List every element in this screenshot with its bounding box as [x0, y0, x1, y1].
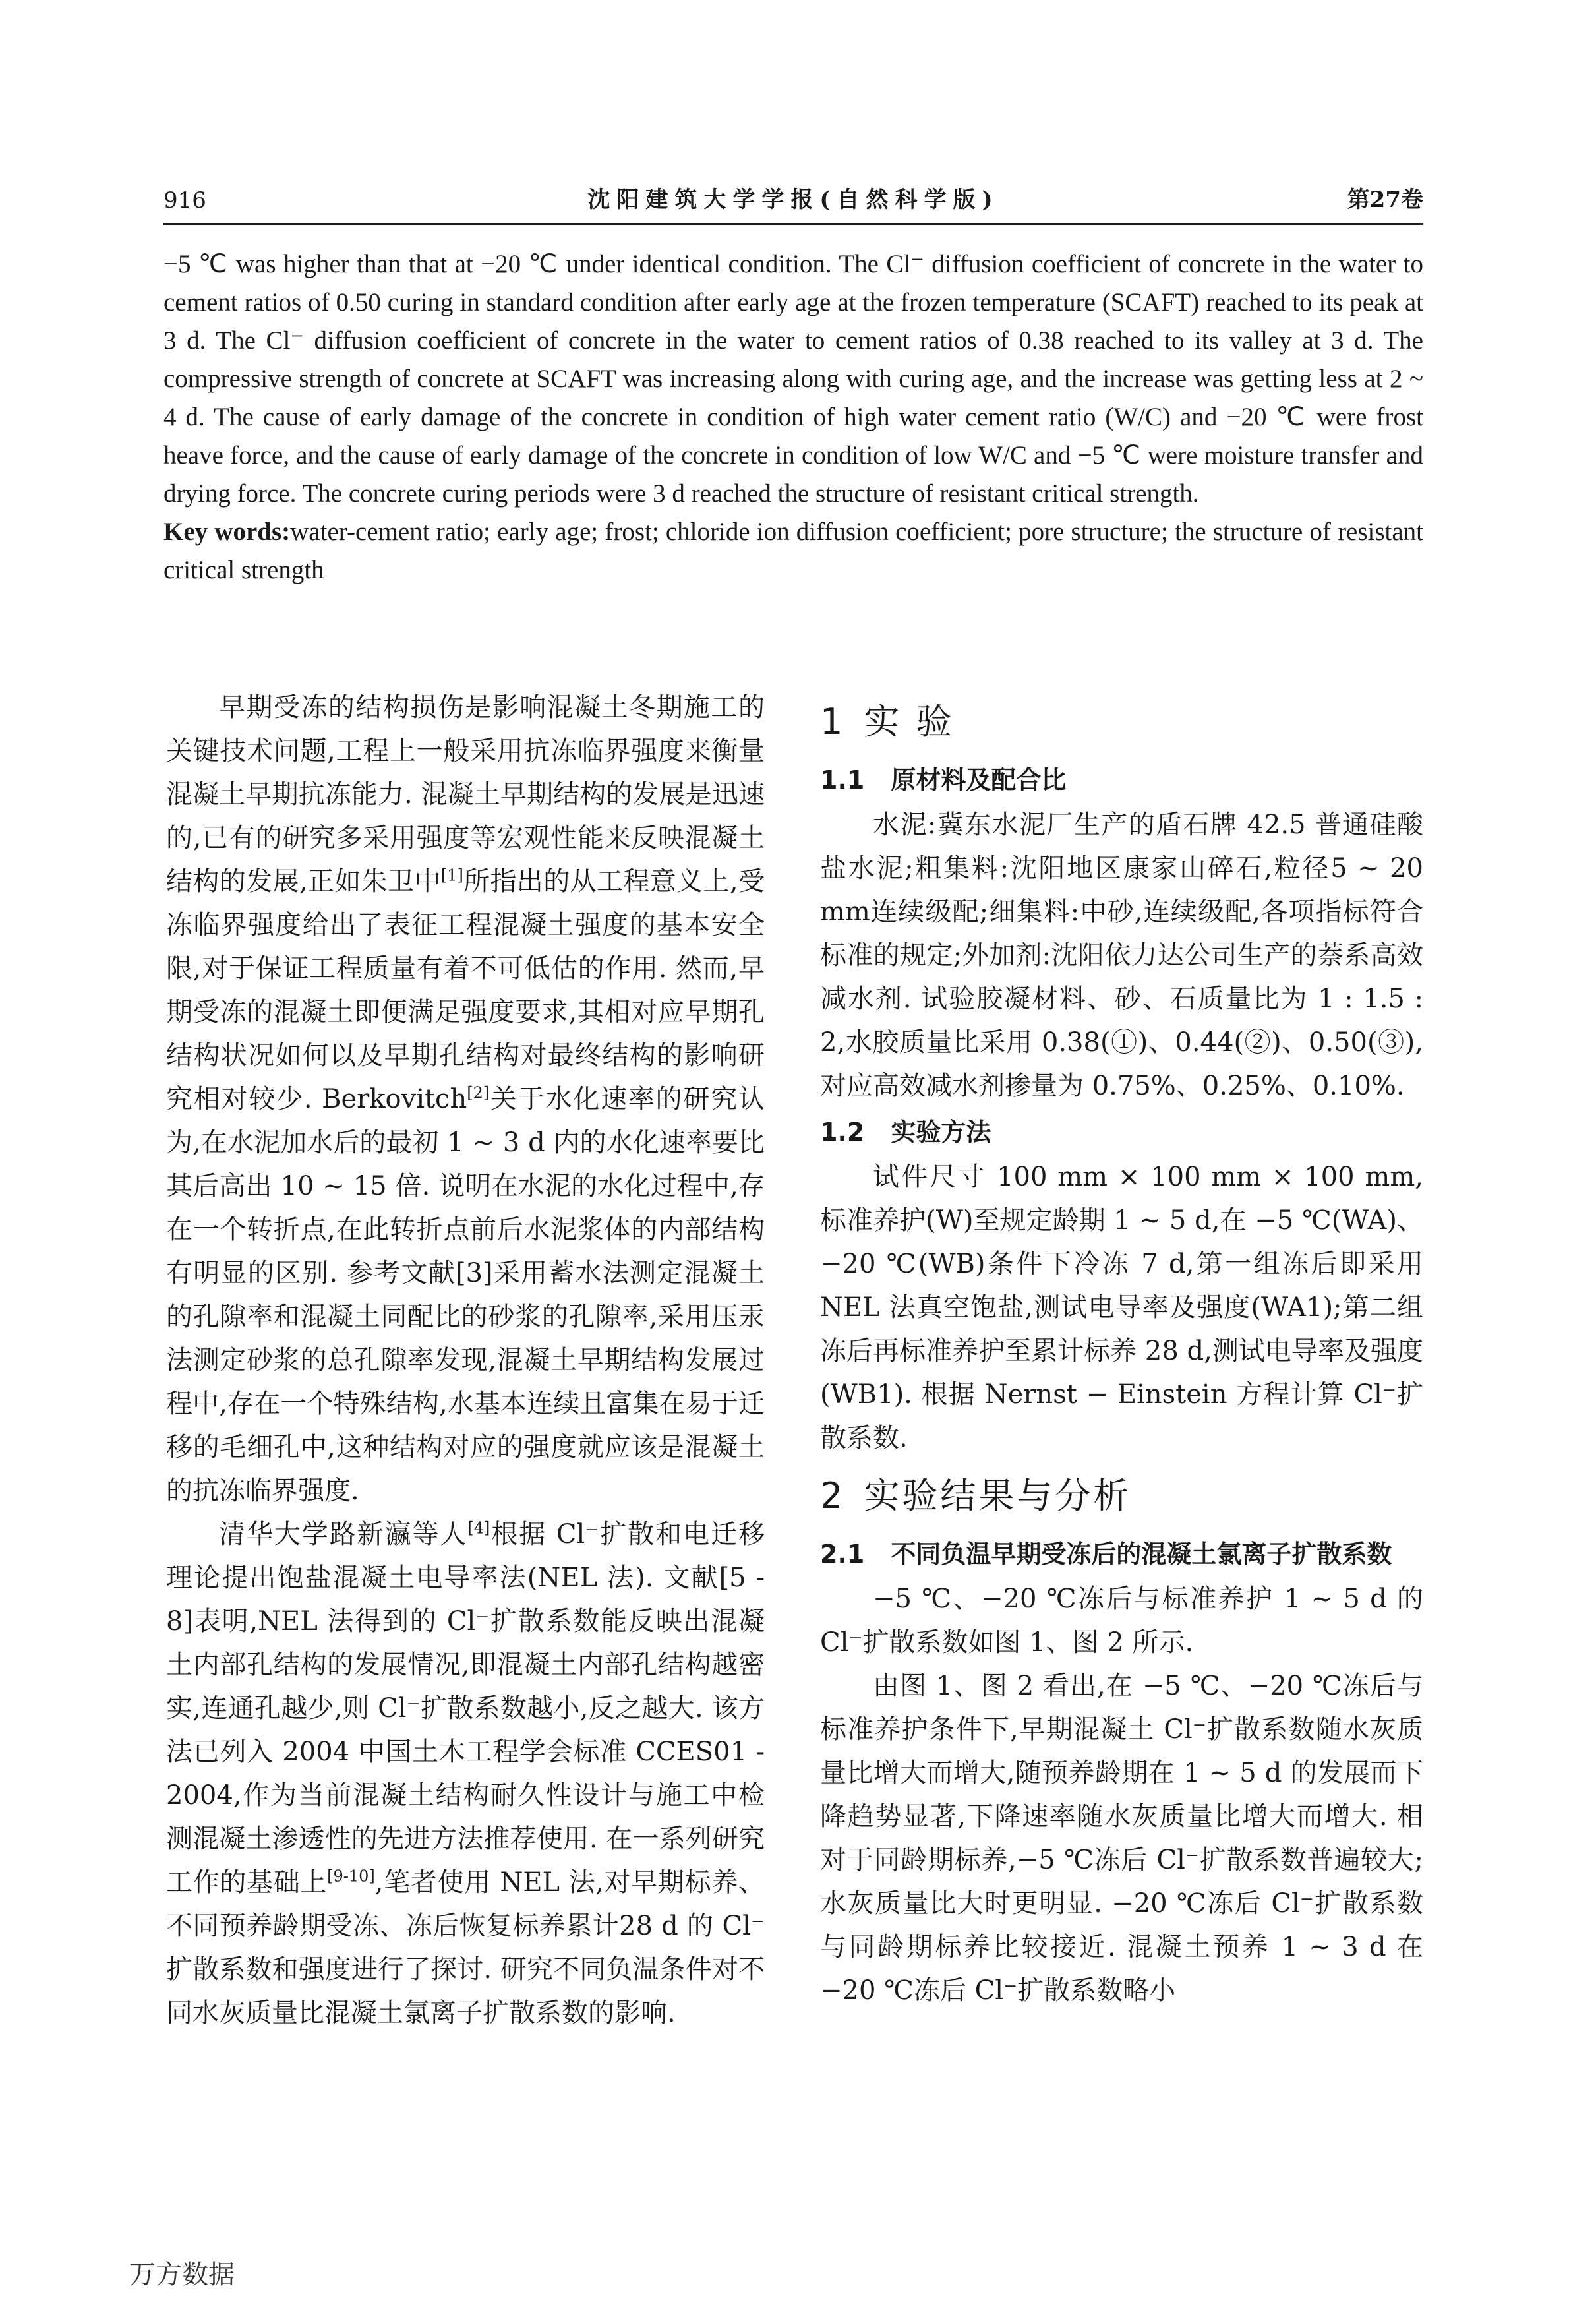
- subsection-heading-1-1: [820, 760, 1423, 800]
- english-abstract: [163, 245, 1423, 589]
- subsection-heading-2-1: [820, 1534, 1423, 1575]
- intro-text: 清华大学路新瀛等人: [219, 1519, 468, 1549]
- results-paragraph-2: 由图 1、图 2 看出,在 −5 ℃、−20 ℃冻后与标准养护条件下,早期混凝土 Cl⁻扩散系数随水灰质量比增大而增大,随预养龄期在 1 ~ 5 d 的发展而下降趋势显著,下降速率随水灰质量比增大而增大. 相对于同龄期标养,−5 ℃冻后 Cl⁻扩散系数普遍较大;水灰质量比大时更明显. −20 ℃冻后 Cl⁻扩散系数与同龄期标养比较接近. 混凝土预养 1 ~ 3 d 在 −20 ℃冻后 Cl⁻扩散系数略小: [820, 1671, 1423, 2006]
- page-number: 916: [163, 187, 206, 214]
- section-title: 实 验: [864, 701, 955, 742]
- intro-text: 所指出的从工程意义上,受冻临界强度给出了表征工程混凝土强度的基本安全限,对于保证工程质量有着不可低估的作用. 然而,早期受冻的混凝土即便满足强度要求,其相对应早期孔结构状况如何以及早期孔结构对最终结构的影响研究相对较少. Berkovitch: [166, 866, 765, 1114]
- right-column: [820, 686, 1423, 2012]
- abstract-text: −5 ℃ was higher than that at −20 ℃ under identical condition. The Cl⁻ diffusion coefficient of concrete in the water to cement ratios of 0.50 curing in standard condition after early age at the frozen temperature (SCAFT) reached to its peak at 3 d. The Cl⁻ diffusion coefficient of concrete in the water to cement ratios of 0.38 reached to its valley at 3 d. The compressive strength of concrete at SCAFT was increasing along with curing age, and the increase was getting less at 2 ~ 4 d. The cause of early damage of the concrete in condition of high water cement ratio (W/C) and −20 ℃ were frost heave force, and the cause of early damage of the concrete in condition of low W/C and −5 ℃ were moisture transfer and drying force. The concrete curing periods were 3 d reached the structure of resistant critical strength.: [163, 250, 1424, 508]
- intro-paragraph-1: [166, 686, 765, 1513]
- citation: [9-10]: [327, 1867, 375, 1886]
- citation: [4]: [467, 1518, 490, 1538]
- running-header: [163, 177, 1423, 225]
- section-number: 2: [820, 1475, 846, 1516]
- results-paragraph-1: −5 ℃、−20 ℃冻后与标准养护 1 ~ 5 d 的 Cl⁻扩散系数如图 1、图 2 所示.: [820, 1584, 1423, 1658]
- method-paragraph: 试件尺寸 100 mm × 100 mm × 100 mm,标准养护(W)至规定龄期 1 ~ 5 d,在 −5 ℃(WA)、−20 ℃(WB)条件下冷冻 7 d,第一组冻后即采用 NEL 法真空饱盐,测试电导率及强度(WA1);第二组冻后再标准养护至累计标养 28 d,测试电导率及强度(WB1). 根据 Nernst − Einstein 方程计算 Cl⁻扩散系数.: [820, 1162, 1423, 1453]
- subsection-title: 不同负温早期受冻后的混凝土氯离子扩散系数: [891, 1540, 1392, 1569]
- section-heading-2: [820, 1473, 1423, 1519]
- keywords-text: water-cement ratio; early age; frost; chloride ion diffusion coefficient; pore structure; the structure of resistant critical strength: [163, 518, 1423, 584]
- volume-label: 第27卷: [1347, 187, 1423, 213]
- keywords-label: Key words:: [163, 518, 291, 546]
- subsection-number: 2.1: [820, 1540, 865, 1569]
- subsection-number: 1.2: [820, 1118, 865, 1147]
- intro-paragraph-2: [166, 1513, 765, 2035]
- intro-text: 关于水化速率的研究认为,在水泥加水后的最初 1 ~ 3 d 内的水化速率要比其后高出 10 ~ 15 倍. 说明在水泥的水化过程中,存在一个转折点,在此转折点前后水泥浆体的内部结构有明显的区别. 参考文献[3]采用蓄水法测定混凝土的孔隙率和混凝土同配比的砂浆的孔隙率,采用压汞法测定砂浆的总孔隙率发现,混凝土早期结构发展过程中,存在一个特殊结构,水基本连续且富集在易于迁移的毛细孔中,这种结构对应的强度就应该是混凝土的抗冻临界强度.: [166, 1084, 765, 1506]
- watermark: 万方数据: [129, 2260, 235, 2290]
- section-title: 实验结果与分析: [864, 1475, 1132, 1516]
- intro-text: 根据 Cl⁻扩散和电迁移理论提出饱盐混凝土电导率法(NEL 法). 文献[5 - 8]表明,NEL 法得到的 Cl⁻扩散系数能反映出混凝土内部孔结构的发展情况,即混凝土内部孔结构越密实,连通孔越少,则 Cl⁻扩散系数越小,反之越大. 该方法已列入 2004 中国土木工程学会标准 CCES01 - 2004,作为当前混凝土结构耐久性设计与施工中检测混凝土渗透性的先进方法推荐使用. 在一系列研究工作的基础上: [166, 1519, 765, 1898]
- journal-title: 沈阳建筑大学学报(自然科学版): [587, 187, 999, 213]
- subsection-heading-1-2: [820, 1112, 1423, 1153]
- intro-text: ,笔者使用 NEL 法,对早期标养、不同预养龄期受冻、冻后恢复标养累计28 d 的 Cl⁻扩散系数和强度进行了探讨. 研究不同负温条件对不同水灰质量比混凝土氯离子扩散系数的影响.: [166, 1867, 765, 2028]
- intro-text: 早期受冻的结构损伤是影响混凝土冬期施工的关键技术问题,工程上一般采用抗冻临界强度来衡量混凝土早期抗冻能力. 混凝土早期结构的发展是迅速的,已有的研究多采用强度等宏观性能来反映混凝土结构的发展,正如朱卫中: [166, 692, 765, 897]
- section-heading-1: [820, 699, 1423, 745]
- citation: [2]: [467, 1083, 490, 1102]
- subsection-title: 实验方法: [891, 1118, 991, 1147]
- keywords-line: [163, 513, 1423, 589]
- materials-paragraph: 水泥:冀东水泥厂生产的盾石牌 42.5 普通硅酸盐水泥;粗集料:沈阳地区康家山碎石,粒径5 ~ 20 mm连续级配;细集料:中砂,连续级配,各项指标符合标准的规定;外加剂:沈阳依力达公司生产的萘系高效减水剂. 试验胶凝材料、砂、石质量比为 1 : 1.5 : 2,水胶质量比采用 0.38(①)、0.44(②)、0.50(③),对应高效减水剂掺量为 0.75%、0.25%、0.10%.: [820, 810, 1423, 1101]
- subsection-number: 1.1: [820, 765, 865, 795]
- section-number: 1: [820, 701, 846, 742]
- left-column: [166, 686, 765, 2035]
- citation: [1]: [440, 866, 463, 885]
- subsection-title: 原材料及配合比: [891, 765, 1067, 795]
